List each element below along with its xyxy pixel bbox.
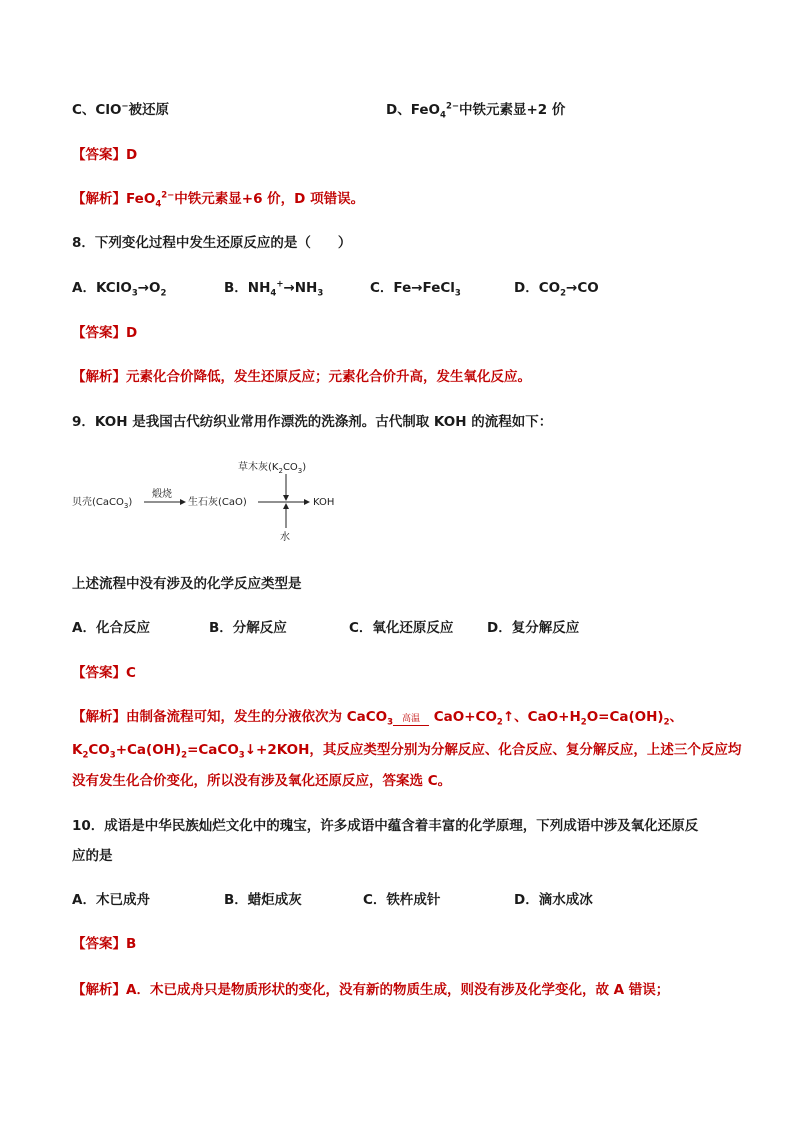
q8-a-text: A．KClO [72, 280, 132, 296]
q8-stem: 8．下列变化过程中发生还原反应的是（ ） [72, 235, 352, 251]
condition-high-temp [393, 714, 429, 726]
q7-option-c-text: C、ClO [72, 102, 122, 118]
analysis-text-2: CO [88, 742, 110, 758]
q8-d-sub: 2 [560, 288, 567, 299]
analysis-text: 由制备流程可知，发生的分液依次为 CaCO [126, 709, 388, 725]
q8-c-sub: 3 [454, 288, 461, 299]
q7-option-c-sup: − [121, 101, 129, 112]
sub-2b: 2 [580, 717, 587, 728]
analysis-label: 【解析】 [72, 982, 126, 998]
q8-b-text: B．NH [224, 280, 271, 296]
q7-option-d-post: 中铁元素显+2 价 [458, 102, 566, 118]
q8-a-post: →O [137, 280, 161, 296]
q9-option-b: B．分解反应 [209, 620, 287, 636]
q10-option-d: D．滴水成冰 [514, 892, 593, 908]
q9-answer [72, 663, 136, 683]
answer-label: 【答案】 [72, 147, 126, 163]
q8-c-text: C．Fe→FeCl [370, 280, 455, 296]
flow-arrowhead-1 [180, 499, 186, 505]
q7-option-d-text: D、FeO [386, 102, 441, 118]
q8-b-sub: 4 [270, 288, 277, 299]
flow-arrow-1-label: 煅烧 [152, 489, 172, 500]
q9-analysis-line-2 [72, 740, 741, 760]
sub-3: 3 [387, 717, 394, 728]
q9-stem: 9．KOH 是我国古代纺织业常用作漂洗的洗涤剂。古代制取 KOH 的流程如下： [72, 414, 553, 430]
q10-stem-line-1: 10．成语是中华民族灿烂文化中的瑰宝，许多成语中蕴含着丰富的化学原理，下列成语中涉及氧化还原反 [72, 818, 699, 834]
q8-option-c [370, 278, 461, 298]
q8-answer [72, 323, 137, 343]
q8-d-text: D．CO [514, 280, 561, 296]
q9-option-a: A．化合反应 [72, 620, 150, 636]
q8-option-a [72, 278, 166, 298]
analysis-text-5: 、 [669, 709, 684, 725]
analysis-post: 中铁元素显+6 价，D 项错误。 [174, 191, 365, 207]
q8-b-sub2: 3 [317, 288, 324, 299]
q9-option-d: D．复分解反应 [487, 620, 580, 636]
q7-option-d [386, 100, 565, 120]
answer-value: C [126, 665, 136, 681]
flow-end: KOH [313, 497, 335, 508]
analysis-text-2: CaO+CO [429, 709, 497, 725]
analysis-text: A．木已成舟只是物质形状的变化，没有新的物质生成，则没有涉及化学变化，故 A 错误； [126, 982, 670, 998]
flow-arrowhead-bottom [283, 503, 289, 509]
analysis-text-3: ↑、CaO+H [502, 709, 581, 725]
analysis-text-4: O=Ca(OH) [586, 709, 664, 725]
analysis-text-3: +Ca(OH) [115, 742, 182, 758]
condition-label: 高温 [402, 714, 421, 724]
flow-arrowhead-2 [304, 499, 310, 505]
sub-3b: 3 [238, 750, 245, 761]
answer-label: 【答案】 [72, 936, 126, 952]
q8-d-post: →CO [566, 280, 599, 296]
answer-label: 【答案】 [72, 665, 126, 681]
analysis-text: FeO [126, 191, 156, 207]
flow-mid: 生石灰(CaO) [188, 497, 247, 508]
q8-b-sup: + [276, 279, 284, 290]
analysis-text: 元素化合价降低，发生还原反应；元素化合价升高，发生氧化反应。 [126, 369, 531, 385]
flow-start: 贝壳(CaCO$_3$) [72, 497, 133, 510]
sub-2b: 2 [181, 750, 188, 761]
answer-label: 【答案】 [72, 325, 126, 341]
q7-answer [72, 145, 137, 165]
analysis-text: K [72, 742, 83, 758]
q9-question: 上述流程中没有涉及的化学反应类型是 [72, 576, 302, 592]
q8-option-d [514, 278, 599, 298]
analysis-text-5: ↓+2KOH，其反应类型分别为分解反应、化合反应、复分解反应，上述三个反应均 [244, 742, 742, 758]
q7-option-d-sup: 2− [445, 101, 459, 112]
answer-value: B [126, 936, 137, 952]
answer-value: D [126, 325, 138, 341]
q9-analysis-line-1 [72, 707, 683, 727]
analysis-sup: 2− [161, 190, 175, 201]
analysis-label: 【解析】 [72, 709, 126, 725]
answer-value: D [126, 147, 138, 163]
q7-option-c [72, 100, 169, 120]
q9-analysis-line-3: 没有发生化合价变化，所以没有涉及氧化还原反应，答案选 C。 [72, 773, 452, 789]
q8-b-post: →NH [283, 280, 318, 296]
q10-option-b: B．蜡炬成灰 [224, 892, 302, 908]
q8-analysis [72, 367, 531, 387]
q7-analysis [72, 189, 364, 209]
q8-option-b [224, 278, 323, 298]
sub-2: 2 [496, 717, 503, 728]
analysis-label: 【解析】 [72, 369, 126, 385]
sub-3: 3 [109, 750, 116, 761]
analysis-text-4: =CaCO [187, 742, 239, 758]
q8-a-sub2: 2 [160, 288, 167, 299]
q10-stem-line-2: 应的是 [72, 848, 113, 864]
sub-2: 2 [82, 750, 89, 761]
sub-2c: 2 [663, 717, 670, 728]
q10-analysis [72, 980, 669, 1000]
q9-flow-diagram [72, 456, 372, 546]
q10-option-a: A．木已成舟 [72, 892, 150, 908]
q7-option-c-post: 被还原 [128, 102, 170, 118]
analysis-sub: 4 [155, 199, 162, 210]
flow-top: 草木灰$(K_2CO_3)$ [238, 462, 307, 475]
q7-option-d-sub: 4 [440, 110, 446, 121]
flow-bottom: 水 [280, 532, 290, 543]
q10-answer [72, 934, 136, 954]
q8-a-sub: 3 [131, 288, 138, 299]
q9-option-c: C．氧化还原反应 [349, 620, 454, 636]
analysis-label: 【解析】 [72, 191, 126, 207]
flow-arrowhead-top [283, 495, 289, 501]
q10-option-c: C．铁杵成针 [363, 892, 441, 908]
